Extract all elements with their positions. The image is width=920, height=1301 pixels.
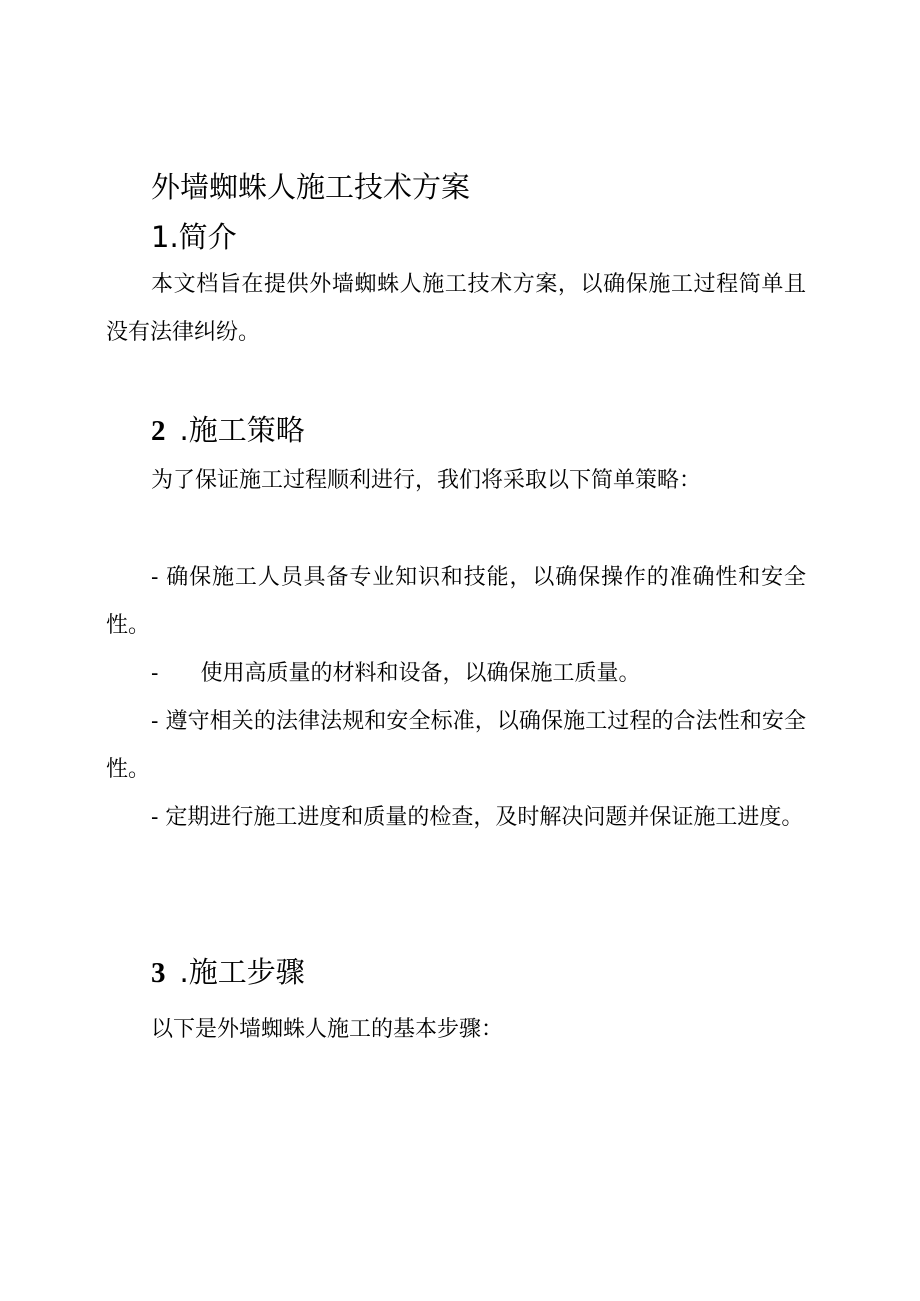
section-2-number: 2: [151, 415, 166, 447]
section-2-title: .施工策略: [179, 413, 305, 447]
strategy-bullet-1: - 确保施工人员具备专业知识和技能，以确保操作的准确性和安全性。: [106, 565, 806, 638]
section-3-number: 3: [151, 957, 166, 989]
section-3-intro: 以下是外墙蜘蛛人施工的基本步骤：: [151, 1017, 504, 1042]
section-2-intro: 为了保证施工过程顺利进行，我们将采取以下简单策略：: [151, 468, 702, 493]
strategy-bullet-2-dash: -: [151, 661, 159, 686]
section-1-paragraph: 本文档旨在提供外墙蜘蛛人施工技术方案，以确保施工过程简单且没有法律纠纷。: [106, 272, 806, 345]
section-3-title: .施工步骤: [179, 955, 305, 989]
section-2-heading: [151, 412, 305, 449]
strategy-bullet-2-text: 使用高质量的材料和设备，以确保施工质量。: [200, 661, 641, 686]
strategy-bullet-2: [106, 650, 806, 698]
section-3-heading: [151, 954, 305, 991]
document-title: 外墙蜘蛛人施工技术方案: [151, 170, 471, 204]
strategy-bullet-4: - 定期进行施工进度和质量的检查，及时解决问题并保证施工进度。: [151, 805, 804, 830]
strategy-bullet-3: - 遵守相关的法律法规和安全标准，以确保施工过程的合法性和安全性。: [106, 709, 806, 782]
section-1-heading: 1.简介: [151, 220, 237, 254]
